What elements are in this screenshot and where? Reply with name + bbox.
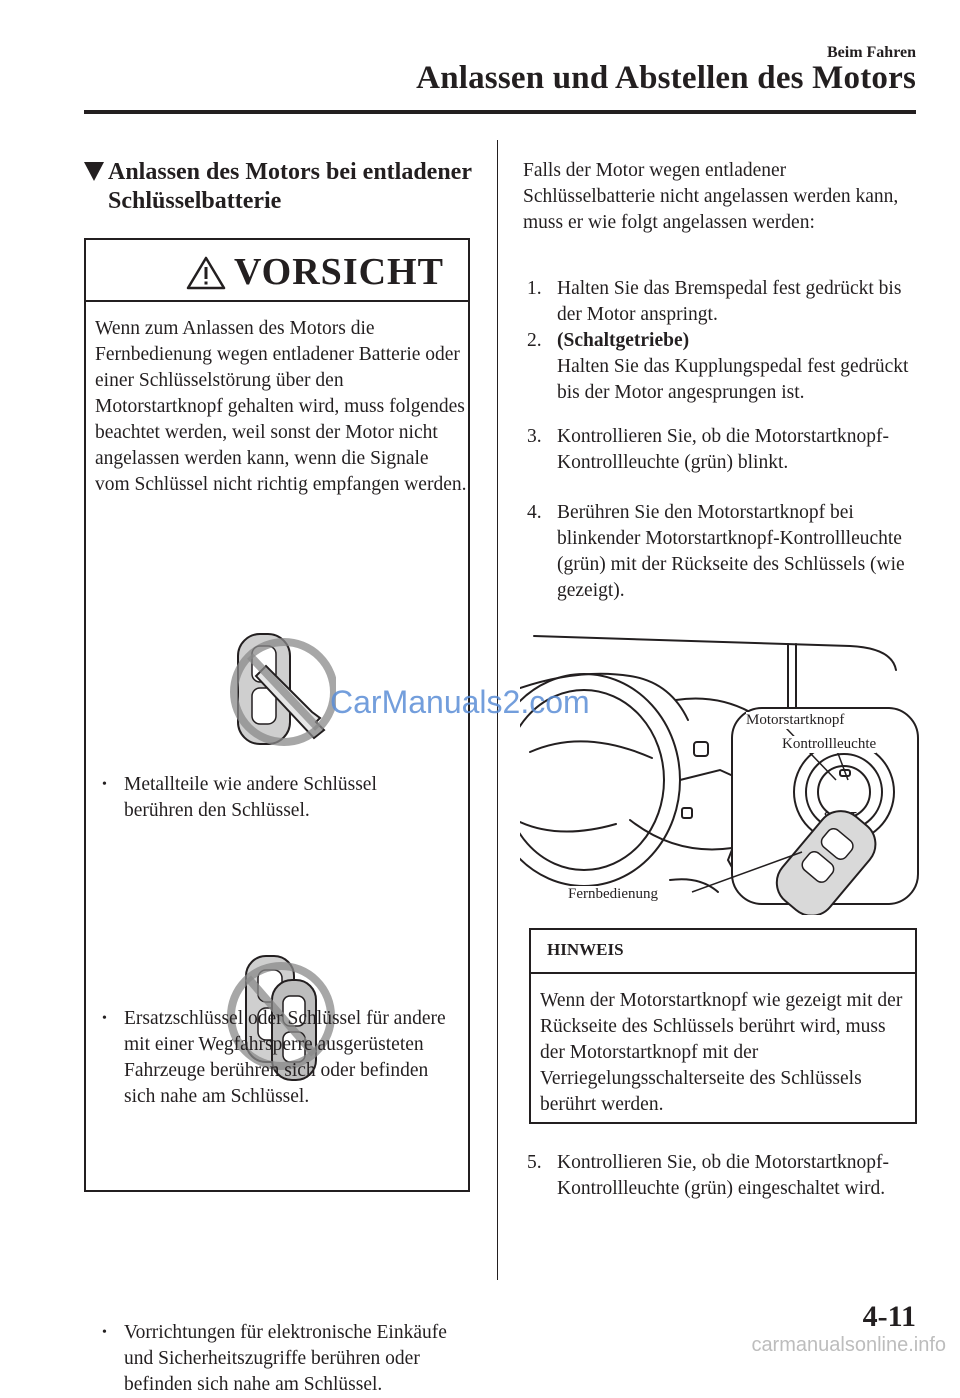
note-header	[531, 930, 915, 974]
step-number: 3.	[527, 426, 542, 447]
figure-label-start-button: Motorstartknopf	[746, 712, 845, 728]
watermark: CarManuals2.com	[330, 684, 590, 720]
procedure-step	[523, 1150, 923, 1202]
triangle-marker-icon	[84, 162, 104, 181]
step-number: 1.	[527, 278, 542, 299]
step-number: 2.	[527, 330, 542, 351]
caution-bullet-text: Ersatzschlüssel oder Schlüssel für andere mit einer Wegfahrsperre ausgerüsteten Fahrzeuge berühren sich oder befinden sich nahe am Schlüssel.	[124, 1008, 446, 1107]
figure-label-remote: Fernbedienung	[568, 886, 658, 902]
step-text: Halten Sie das Kupplungspedal fest gedrückt bis der Motor angesprungen ist.	[557, 356, 909, 403]
caution-bullet	[102, 1320, 450, 1398]
step-text: Kontrollieren Sie, ob die Motorstartknopf-Kontrollleuchte (grün) eingeschaltet wird.	[557, 1152, 889, 1199]
procedure-step	[523, 328, 923, 406]
section-heading	[84, 158, 474, 216]
caution-bullet-text: Vorrichtungen für elektronische Einkäufe und Sicherheitszugriffe berühren oder befinden sich nahe am Schlüssel.	[124, 1322, 447, 1395]
warning-triangle-icon	[186, 256, 226, 290]
caution-bullet	[102, 1006, 450, 1110]
step-number: 4.	[527, 502, 542, 523]
caution-bullet	[102, 772, 450, 824]
step-subheading: (Schaltgetriebe)	[557, 330, 690, 351]
header-rule	[84, 110, 916, 114]
caution-title: VORSICHT	[234, 251, 444, 293]
bullet-dot: •	[102, 1011, 107, 1026]
procedure-step	[523, 424, 923, 476]
bullet-dot: •	[102, 777, 107, 792]
step-text: Berühren Sie den Motorstartknopf bei blinkender Motorstartknopf-Kontrollleuchte (grün) mit der Rückseite des Schlüssels (wie gezeigt).	[557, 502, 905, 601]
chapter-label: Beim Fahren	[826, 44, 916, 61]
bullet-dot: •	[102, 1325, 107, 1340]
caution-bullet-text: Metallteile wie andere Schlüssel berühren den Schlüssel.	[124, 774, 377, 821]
dashboard-start-button-illustration	[520, 630, 920, 915]
step-number: 5.	[527, 1152, 542, 1173]
page-number: 4-11	[862, 1300, 916, 1333]
caution-header	[86, 240, 468, 302]
note-box	[529, 928, 917, 1124]
note-title: HINWEIS	[547, 940, 624, 959]
procedure-step	[523, 276, 923, 328]
caution-intro: Wenn zum Anlassen des Motors die Fernbedienung wegen entladener Batterie oder einer Schlüsselstörung über den Motorstartknopf gehalten wird, muss folgendes beachtet werden, weil sonst der Motor nicht angelassen werden kann, wenn die Signale vom Schlüssel nicht richtig empfangen werden.	[95, 318, 467, 495]
note-text: Wenn der Motorstartknopf wie gezeigt mit der Rückseite des Schlüssels berührt wird, muss der Motorstartknopf mit der Verriegelungsschalterseite des Schlüssels berührt werden.	[540, 990, 903, 1115]
procedure-intro: Falls der Motor wegen entladener Schlüsselbatterie nicht angelassen werden kann, muss er wie folgt angelassen werden:	[523, 160, 899, 233]
page-title: Anlassen und Abstellen des Motors	[416, 60, 916, 96]
procedure-step	[523, 500, 923, 604]
section-heading-text: Anlassen des Motors bei entladener Schlüsselbatterie	[108, 159, 472, 214]
figure-label-indicator-lamp: Kontrollleuchte	[782, 736, 877, 752]
metal-key-contact-illustration	[226, 626, 336, 756]
step-text: Halten Sie das Bremspedal fest gedrückt bis der Motor anspringt.	[557, 278, 902, 325]
step-text: Kontrollieren Sie, ob die Motorstartknopf-Kontrollleuchte (grün) blinkt.	[557, 426, 889, 473]
site-credit: carmanualsonline.info	[751, 1334, 946, 1356]
